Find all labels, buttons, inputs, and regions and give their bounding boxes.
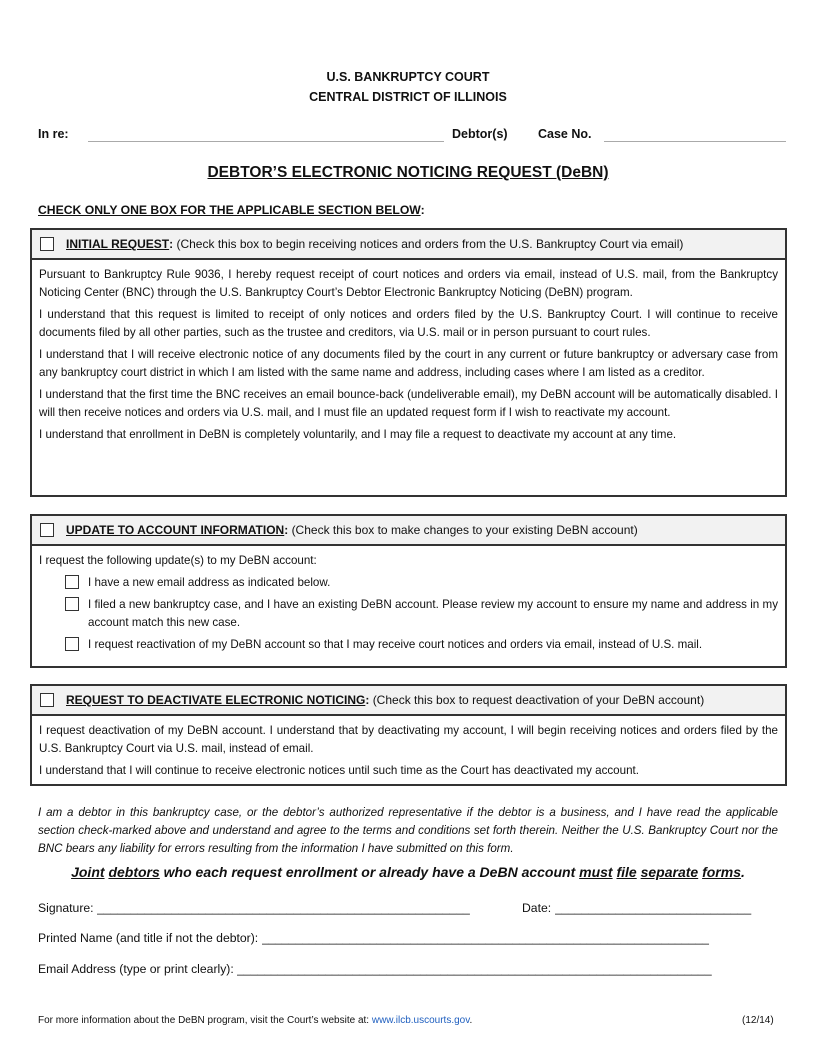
forms-word: forms (702, 864, 741, 880)
option-label: I request reactivation of my DeBN account so that I may receive court notices and orders via email, instead of U.S. mail. (88, 638, 703, 651)
paragraph: Pursuant to Bankruptcy Rule 9036, I hereby request receipt of court notices and orders via email, instead of U.S. mail, from the Bankruptcy Noticing Center (BNC) through the U.S. Bankruptcy Court’s Debtor Electronic Bankruptcy Noticing (DeBN) program. (39, 268, 778, 299)
section-description: (Check this box to request deactivation of your DeBN account) (372, 693, 705, 707)
paragraph: I understand that this request is limited to receipt of only notices and orders filed by the U.S. Bankruptcy Court. I will continue to receive documents filed by all other parties, such as the trustee and creditors, via U.S. mail or in person pursuant to court rules. (39, 308, 778, 339)
printed-name-row (38, 931, 744, 945)
new-case-checkbox[interactable] (65, 597, 79, 611)
deactivate-checkbox[interactable] (40, 693, 54, 707)
email-label: Email Address (type or print clearly): (38, 962, 238, 976)
section-header: REQUEST TO DEACTIVATE ELECTRONIC NOTICING : (Check this box to request deactivation of your DeBN account) (32, 686, 785, 716)
case-no-field[interactable] (604, 141, 786, 142)
option-label: I filed a new bankruptcy case, and I have an existing DeBN account. Please review my account to ensure my name and address in my account match this new case. (88, 598, 778, 629)
court-name: U.S. BANKRUPTCY COURT (326, 70, 490, 84)
joint-end: . (741, 864, 745, 880)
section-header: INITIAL REQUEST : (Check this box to begin receiving notices and orders from the U.S. Bankruptcy Court via email) (32, 230, 785, 260)
file-word: file (616, 864, 637, 880)
footer-period: . (469, 1015, 473, 1026)
paragraph: I understand that the first time the BNC receives an email bounce-back (undeliverable email), my DeBN account will be automatically disabled. I will then receive notices and orders via U.S. mail, and I must file an updated request form if I wish to reactivate my account. (39, 388, 778, 419)
signature-field[interactable]: _______________________________________________________ (96, 901, 470, 915)
new-email-checkbox[interactable] (65, 575, 79, 589)
email-row (38, 962, 759, 976)
signature-label: Signature: (38, 901, 97, 915)
form-title: DEBTOR’S ELECTRONIC NOTICING REQUEST (DeBN) (207, 164, 609, 181)
must-word: must (579, 864, 613, 880)
certification-statement: I am a debtor in this bankruptcy case, or the debtor’s authorized representative if the debtor is a business, and I have read the applicable section check-marked above and understand and agree to the terms and conditions set forth therein. Neither the U.S. Bankruptcy Court nor the BNC bears any liability for errors resulting from the information I have submitted on this form. (38, 806, 778, 855)
update-account-section (30, 514, 787, 668)
joint-text: who each request enrollment or already have a DeBN account (159, 864, 580, 880)
option-label: I have a new email address as indicated below. (88, 576, 331, 589)
footer-text: For more information about the DeBN program, visit the Court’s website at: (38, 1015, 372, 1026)
initial-request-section (30, 228, 787, 497)
case-no-label: Case No. (538, 127, 592, 141)
paragraph: I understand that I will receive electronic notice of any documents filed by the court in any current or future bankruptcy or adversary case from any bankruptcy court district in which I am listed with the same name and address, including cases where I am listed as a creditor. (39, 348, 778, 379)
paragraph: I request deactivation of my DeBN account. I understand that by deactivating my account, I will begin receiving notices and orders filed by the U.S. Bankruptcy Court via U.S. mail, instead of email. (39, 724, 778, 755)
initial-request-checkbox[interactable] (40, 237, 54, 251)
paragraph: I understand that enrollment in DeBN is completely voluntarily, and I may file a request to deactivate my account at any time. (39, 428, 677, 441)
date-field[interactable]: _____________________________ (554, 901, 752, 915)
printed-name-field[interactable]: __________________________________________________________________ (261, 931, 709, 945)
in-re-field[interactable] (88, 141, 444, 142)
section-heading: UPDATE TO ACCOUNT INFORMATION (66, 523, 285, 537)
date-label: Date: (522, 901, 555, 915)
printed-name-label: Printed Name (and title if not the debtor): (38, 931, 262, 945)
joint-word: Joint (71, 864, 105, 880)
debtors-label: Debtor(s) (452, 127, 508, 141)
date-row (522, 901, 769, 915)
section-heading: INITIAL REQUEST (66, 237, 170, 251)
separate-word: separate (640, 864, 699, 880)
court-website-link[interactable]: www.ilcb.uscourts.gov (371, 1015, 470, 1026)
paragraph: I understand that I will continue to receive electronic notices until such time as the Court has deactivated my account. (39, 764, 639, 777)
deactivate-section (30, 684, 787, 786)
reactivation-checkbox[interactable] (65, 637, 79, 651)
email-field[interactable]: ______________________________________________________________________ (237, 962, 712, 976)
instruction-colon: : (420, 203, 425, 217)
update-account-checkbox[interactable] (40, 523, 54, 537)
signature-row (38, 901, 499, 915)
update-intro: I request the following update(s) to my DeBN account: (39, 554, 317, 567)
section-description: (Check this box to make changes to your existing DeBN account) (291, 523, 638, 537)
revision-date: (12/14) (742, 1015, 774, 1026)
instruction: CHECK ONLY ONE BOX FOR THE APPLICABLE SECTION BELOW (38, 203, 421, 217)
district-name: CENTRAL DISTRICT OF ILLINOIS (309, 90, 507, 104)
joint-debtors-notice (0, 864, 816, 880)
in-re-label: In re: (38, 127, 69, 141)
footer-info (38, 1015, 472, 1026)
section-heading: REQUEST TO DEACTIVATE ELECTRONIC NOTICING (66, 693, 366, 707)
section-description: (Check this box to begin receiving notices and orders from the U.S. Bankruptcy Court via email) (176, 237, 684, 251)
section-header: UPDATE TO ACCOUNT INFORMATION : (Check this box to make changes to your existing DeBN account) (32, 516, 785, 546)
debtors-word: debtors (108, 864, 160, 880)
